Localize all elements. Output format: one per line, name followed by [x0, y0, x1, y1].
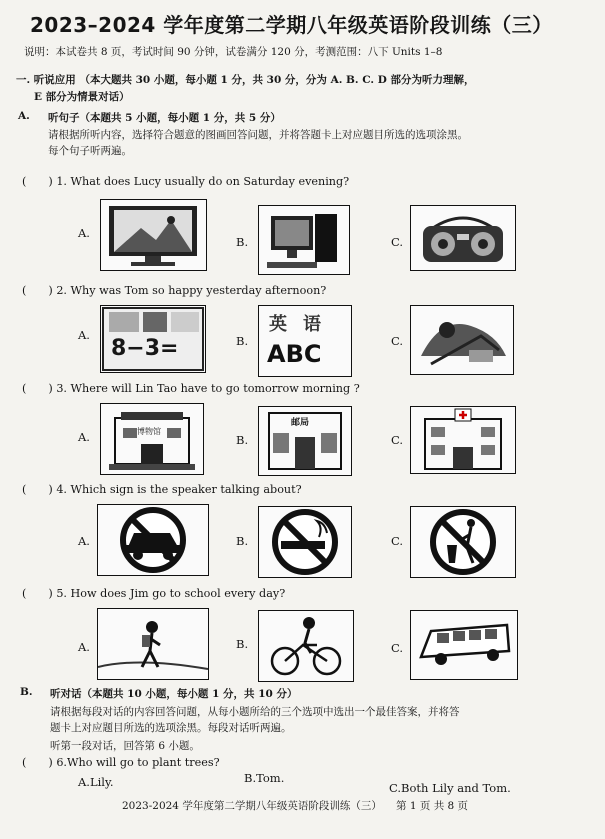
- post-text: 邮局: [291, 418, 310, 428]
- answer-paren-open: (: [22, 175, 27, 188]
- section-b-line1: 请根据每段对话的内容回答问题，从每小题所给的三个选项中选出一个最佳答案，并将答: [50, 706, 460, 718]
- answer-paren-close: ): [48, 483, 53, 496]
- option-label-b: B.: [236, 235, 249, 249]
- page-title: 2023–2024 学年度第二学期八年级英语阶段训练（三）: [30, 13, 553, 37]
- option-label-b: B.: [236, 334, 249, 348]
- question-text: 6.Who will go to plant trees?: [56, 756, 220, 769]
- option-label-b: B.: [236, 433, 249, 447]
- answer-paren-open: (: [22, 756, 27, 769]
- option-label-b: B.: [236, 534, 249, 548]
- walking-icon[interactable]: [97, 608, 209, 680]
- tv-icon[interactable]: [100, 199, 207, 271]
- question-6: [22, 756, 220, 769]
- question-text: 2. Why was Tom so happy yesterday afternoon?: [56, 284, 327, 297]
- answer-paren-open: (: [22, 483, 27, 496]
- option-label-a: A.: [78, 328, 90, 342]
- option-label-a: A.: [78, 640, 90, 654]
- option-label-c: C.: [391, 534, 404, 548]
- part1-heading-cont: E 部分为情景对话）: [34, 91, 130, 103]
- hospital-icon[interactable]: [410, 406, 516, 474]
- section-a-line2: 每个句子听两遍。: [48, 145, 132, 157]
- question-text: 5. How does Jim go to school every day?: [56, 587, 286, 600]
- q6-option-c[interactable]: C.Both Lily and Tom.: [389, 781, 511, 795]
- section-b-title: 听对话（本题共 10 小题，每小题 1 分，共 10 分）: [50, 688, 298, 700]
- eng-char-1: 英: [269, 314, 287, 335]
- part1-heading: 一. 听说应用 （本大题共 30 小题，每小题 1 分，共 30 分，分为 A. B. C. D 部分为听力理解，: [16, 74, 475, 86]
- option-label-a: A.: [78, 226, 90, 240]
- option-label-b: B.: [236, 637, 249, 651]
- math-text: 8−3=: [111, 336, 179, 361]
- bus-icon[interactable]: [410, 610, 518, 680]
- option-label-a: A.: [78, 534, 90, 548]
- question-4: [22, 483, 302, 496]
- answer-paren-close: ): [48, 756, 53, 769]
- museum-text: 博物馆: [137, 427, 161, 436]
- answer-paren-close: ): [48, 587, 53, 600]
- question-2: [22, 284, 326, 297]
- eng-char-2: 语: [303, 314, 321, 335]
- no-parking-icon[interactable]: [97, 504, 209, 576]
- answer-paren-open: (: [22, 587, 27, 600]
- answer-paren-close: ): [48, 284, 53, 297]
- computer-icon[interactable]: [258, 205, 350, 275]
- section-b-label: B.: [20, 686, 33, 698]
- option-label-c: C.: [391, 433, 404, 447]
- question-5: [22, 587, 285, 600]
- pe-icon[interactable]: [410, 305, 514, 375]
- section-b-line2: 题卡上对应题目所选的选项涂黑。每段对话听两遍。: [50, 722, 292, 734]
- bike-icon[interactable]: [258, 610, 354, 682]
- no-littering-icon[interactable]: [410, 506, 516, 578]
- question-3: [22, 382, 360, 395]
- question-text: 3. Where will Lin Tao have to go tomorrow morning ?: [56, 382, 360, 395]
- answer-paren-close: ): [48, 175, 53, 188]
- question-1: [22, 175, 349, 188]
- math-icon[interactable]: [100, 305, 206, 373]
- section-a-title: 听句子（本题共 5 小题，每小题 1 分，共 5 分）: [48, 112, 281, 124]
- option-label-c: C.: [391, 334, 404, 348]
- section-a-label: A.: [18, 110, 30, 122]
- q6-option-a[interactable]: A.Lily.: [78, 775, 114, 789]
- no-smoking-icon[interactable]: [258, 506, 352, 578]
- answer-paren-open: (: [22, 284, 27, 297]
- question-text: 4. Which sign is the speaker talking about?: [56, 483, 302, 496]
- option-label-c: C.: [391, 641, 404, 655]
- q6-option-b[interactable]: B.Tom.: [244, 771, 285, 785]
- option-label-a: A.: [78, 430, 90, 444]
- page-number: 第 1 页 共 8 页: [396, 800, 469, 812]
- abc-text: ABC: [267, 340, 322, 368]
- footer-title: 2023-2024 学年度第二学期八年级英语阶段训练（三）: [122, 800, 382, 812]
- section-b-line3: 听第一段对话，回答第 6 小题。: [50, 740, 200, 752]
- radio-icon[interactable]: [410, 205, 516, 271]
- exam-instructions: 说明：本试卷共 8 页，考试时间 90 分钟，试卷满分 120 分，考测范围：八下 Units 1–8: [24, 46, 443, 58]
- answer-paren-close: ): [48, 382, 53, 395]
- museum-icon[interactable]: [100, 403, 204, 475]
- section-a-line1: 请根据所听内容，选择符合题意的图画回答问题，并将答题卡上对应题目所选的选项涂黑。: [48, 129, 468, 141]
- english-icon[interactable]: [258, 305, 352, 377]
- post-office-icon[interactable]: [258, 406, 352, 476]
- option-label-c: C.: [391, 235, 404, 249]
- answer-paren-open: (: [22, 382, 27, 395]
- question-text: 1. What does Lucy usually do on Saturday evening?: [56, 175, 350, 188]
